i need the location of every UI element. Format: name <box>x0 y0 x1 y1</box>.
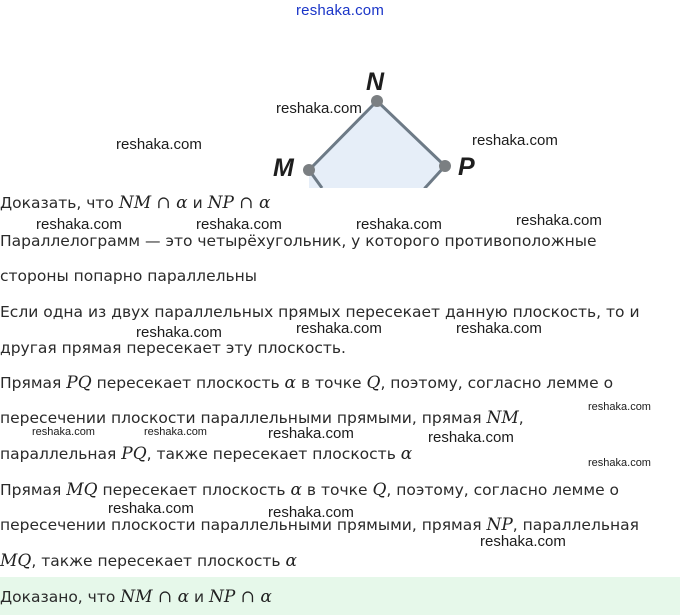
watermark: reshaka.com <box>144 426 207 438</box>
watermark: reshaka.com <box>32 426 95 438</box>
watermark: reshaka.com <box>588 457 651 469</box>
step-1-line-3: параллельная PQ, также пересекает плоскость α <box>0 444 413 464</box>
watermark: reshaka.com <box>136 324 222 341</box>
watermark: reshaka.com <box>268 504 354 521</box>
watermark: reshaka.com <box>296 320 382 337</box>
watermark: reshaka.com <box>516 212 602 229</box>
lemma-line-2: другая прямая пересекает эту плоскость. <box>0 339 346 357</box>
math-np-intersect-alpha: NP ∩ α <box>207 193 271 213</box>
watermark: reshaka.com <box>276 100 362 117</box>
watermark: reshaka.com <box>196 216 282 233</box>
step-1-line-1: Прямая PQ пересекает плоскость α в точке Q, поэтому, согласно лемме о <box>0 373 614 393</box>
watermark: reshaka.com <box>116 136 202 153</box>
label-p: P <box>458 153 475 181</box>
step-1-line-2: пересечении плоскости параллельными прямыми, прямая NM, <box>0 408 524 428</box>
site-header-link[interactable]: reshaka.com <box>295 2 385 19</box>
vertex-n <box>371 95 383 107</box>
definition-line-1: Параллелограмм — это четырёхугольник, у которого противоположные <box>0 232 597 250</box>
watermark: reshaka.com <box>108 500 194 517</box>
watermark: reshaka.com <box>480 533 566 550</box>
definition-line-2: стороны попарно параллельны <box>0 267 258 285</box>
step-2-line-1: Прямая MQ пересекает плоскость α в точке Q, поэтому, согласно лемме о <box>0 480 620 500</box>
step-2-line-3: MQ, также пересекает плоскость α <box>0 551 297 571</box>
watermark: reshaka.com <box>356 216 442 233</box>
lemma-line-1: Если одна из двух параллельных прямых пересекает данную плоскость, то и <box>0 303 640 321</box>
step-2-line-2: пересечении плоскости параллельными прямыми, прямая NP, параллельная <box>0 515 639 535</box>
watermark: reshaka.com <box>472 132 558 149</box>
result-statement: Доказано, что NM ∩ α и NP ∩ α <box>0 587 272 607</box>
math-nm-intersect-alpha: NM ∩ α <box>118 193 188 213</box>
vertex-p <box>439 160 451 172</box>
label-n: N <box>366 68 385 96</box>
vertex-m <box>303 164 315 176</box>
watermark: reshaka.com <box>428 429 514 446</box>
parallelogram-figure <box>0 0 680 188</box>
watermark: reshaka.com <box>456 320 542 337</box>
watermark: reshaka.com <box>588 401 651 413</box>
label-m: M <box>273 154 294 182</box>
watermark: reshaka.com <box>36 216 122 233</box>
task-statement: Доказать, что NM ∩ α и NP ∩ α <box>0 193 271 213</box>
watermark: reshaka.com <box>268 425 354 442</box>
